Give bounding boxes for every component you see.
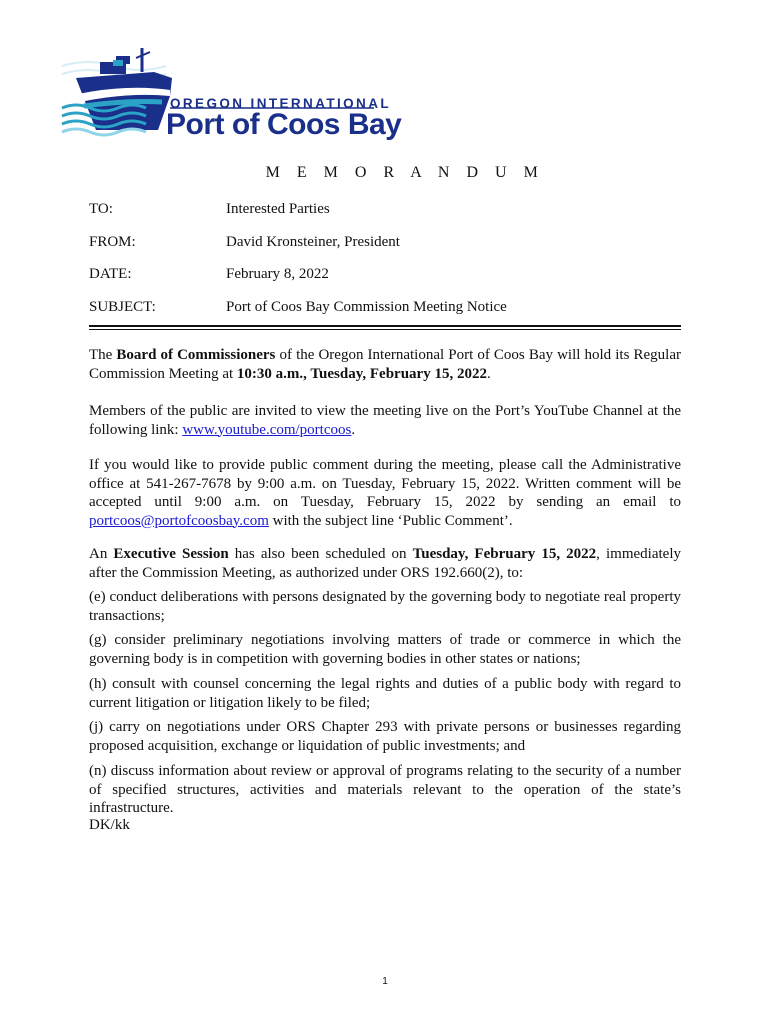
list-item-n: (n) discuss information about review or approval of programs relating to the security of a number of specified structures, activities and materials relevant to the operation of the state’s infrastructure. xyxy=(89,763,681,816)
list-item-j: (j) carry on negotiations under ORS Chapter 293 with private persons or businesses regarding proposed acquisition, exchange or liquidation of public investments; and xyxy=(89,719,681,754)
date-value: February 8, 2022 xyxy=(226,266,329,282)
list-item-e: (e) conduct deliberations with persons designated by the governing body to negotiate real property transactions; xyxy=(89,589,681,624)
email-link[interactable]: portcoos@portofcoosbay.com xyxy=(89,512,269,529)
list-item-h: (h) consult with counsel concerning the legal rights and duties of a public body with regard to current litigation or litigation likely to be filed; xyxy=(89,676,681,711)
date-label: DATE: xyxy=(89,266,132,282)
from-value: David Kronsteiner, President xyxy=(226,234,400,250)
header-divider xyxy=(89,325,681,327)
page-number: 1 xyxy=(382,976,388,987)
paragraph-executive-session: An Executive Session has also been scheduled on Tuesday, February 15, 2022, immediately after the Commission Meeting, as authorized under ORS 192.660(2), to: xyxy=(89,546,681,581)
memo-title: M E M O R A N D U M xyxy=(265,164,545,181)
paragraph-public-comment: If you would like to provide public comment during the meeting, please call the Administrative office at 541-267-7678 by 9:00 a.m. on Tuesday, February 15, 2022. Written comment will be accepted until 9:00 a.m. on Tuesday, February 15, 2022 by sending an email to portcoos@portofcoosbay.com with the subject line ‘Public Comment’. xyxy=(89,457,681,529)
subject-value: Port of Coos Bay Commission Meeting Notice xyxy=(226,299,507,315)
port-logo xyxy=(58,44,402,144)
session-date-bold: Tuesday, February 15, 2022 xyxy=(412,546,597,562)
to-value: Interested Parties xyxy=(226,201,330,217)
from-label: FROM: xyxy=(89,234,136,250)
paragraph-youtube: Members of the public are invited to view the meeting live on the Port’s YouTube Channel at the following link: www.youtube.com/portcoos. xyxy=(89,403,681,438)
initials: DK/kk xyxy=(89,817,130,833)
to-label: TO: xyxy=(89,201,113,217)
logo-line2: Port of Coos Bay xyxy=(166,108,402,141)
executive-session-bold: Executive Session xyxy=(113,546,229,562)
meeting-time-bold: 10:30 a.m., Tuesday, February 15, 2022 xyxy=(236,365,487,382)
header-divider-thin xyxy=(89,329,681,330)
subject-label: SUBJECT: xyxy=(89,299,156,315)
list-item-g: (g) consider preliminary negotiations involving matters of trade or commerce in which the governing body is in competition with governing bodies in other states or nations; xyxy=(89,632,681,667)
logo-line1: OREGON INTERNATIONAL xyxy=(170,96,391,111)
youtube-link[interactable]: www.youtube.com/portcoos xyxy=(182,421,352,438)
board-bold: Board of Commissioners xyxy=(116,347,276,363)
paragraph-meeting: The Board of Commissioners of the Oregon International Port of Coos Bay will hold its Regular Commission Meeting at 10:30 a.m., Tuesday, February 15, 2022. xyxy=(89,347,681,382)
